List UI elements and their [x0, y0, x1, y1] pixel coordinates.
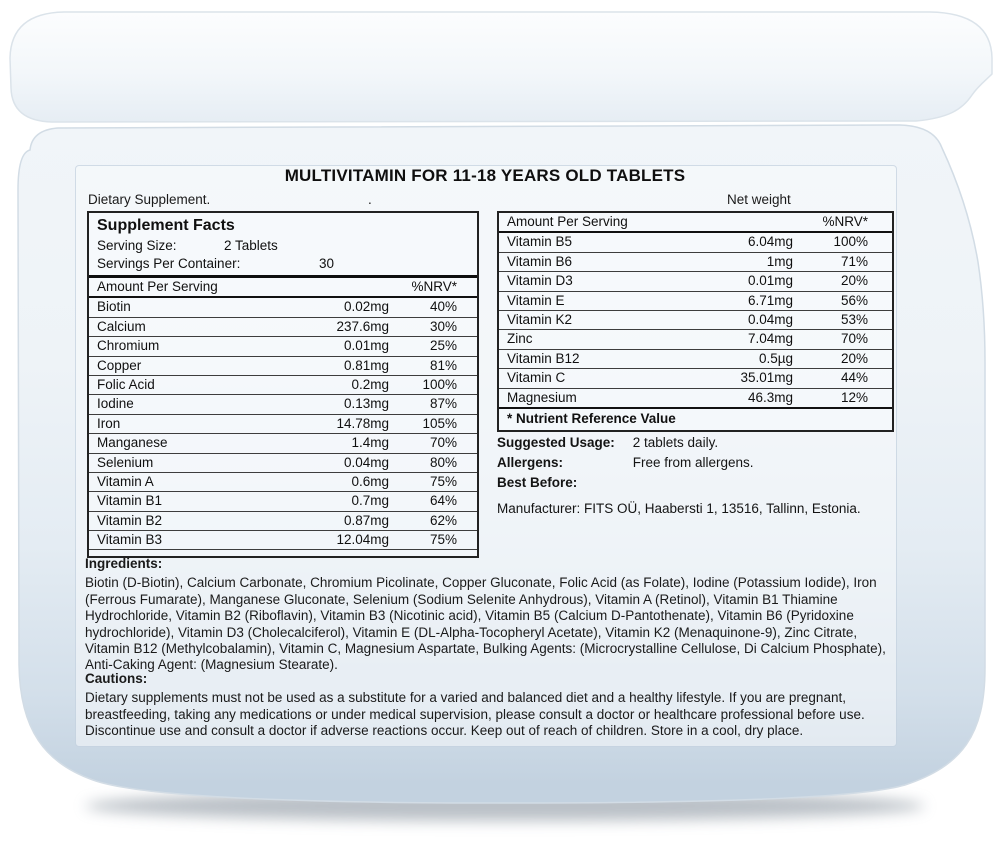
- nutrient-nrv: 87%: [429, 396, 457, 412]
- supplement-facts-table-right: [497, 211, 894, 432]
- column-header-row: [499, 213, 892, 233]
- supplement-facts-title: Supplement Facts: [97, 217, 235, 234]
- nutrient-nrv: 20%: [840, 273, 868, 289]
- nutrient-name: Vitamin K2: [507, 311, 573, 327]
- nutrient-row: [89, 394, 477, 413]
- nutrient-amount: 0.04mg: [747, 311, 793, 327]
- nutrient-row: [499, 368, 892, 387]
- serving-size-value: 2 Tablets: [224, 238, 278, 253]
- nutrient-row: [89, 317, 477, 336]
- nrv-header: %NRV*: [411, 279, 457, 294]
- nutrient-name: Copper: [97, 357, 142, 373]
- nutrient-rows-left: [89, 298, 477, 550]
- nutrient-name: Iodine: [97, 396, 134, 412]
- nutrient-row: [89, 453, 477, 472]
- cautions-text: Dietary supplements must not be used as a substitute for a varied and balanced diet and a healthy lifestyle. If you are pregnant, breastfeeding, taking any medications or under medical supervision, please consult a doctor or healthcare professional before use. Discontinue use and consult a doctor if adverse reactions occur. Keep out of reach of children. Store in a cool, dry place.: [85, 690, 865, 739]
- nutrient-row: [89, 375, 477, 394]
- ingredients-heading: Ingredients:: [85, 556, 163, 571]
- nutrient-row: [89, 298, 477, 316]
- nutrient-name: Vitamin E: [507, 292, 565, 308]
- container-lid: [10, 12, 992, 122]
- amount-per-serving-header: Amount Per Serving: [507, 214, 628, 229]
- nutrient-row: [89, 414, 477, 433]
- ingredients-section: [85, 556, 899, 674]
- nutrient-nrv: 12%: [840, 389, 868, 405]
- info-row: [497, 453, 897, 473]
- nutrient-name: Vitamin B3: [97, 532, 163, 548]
- nutrient-name: Vitamin B2: [97, 512, 163, 528]
- nutrient-amount: 12.04mg: [336, 532, 389, 548]
- nutrient-name: Selenium: [97, 454, 154, 470]
- nutrient-row: [499, 349, 892, 368]
- manufacturer-block: [497, 496, 897, 519]
- serving-size-row: [89, 237, 477, 255]
- nutrient-amount: 0.04mg: [343, 454, 389, 470]
- nutrient-nrv: 53%: [840, 311, 868, 327]
- nutrient-amount: 35.01mg: [740, 370, 793, 386]
- nutrient-name: Vitamin B5: [507, 234, 573, 250]
- supplement-facts-table-left: [87, 211, 479, 558]
- nutrient-name: Chromium: [97, 338, 160, 354]
- nutrient-row: [499, 310, 892, 329]
- nutrient-amount: 14.78mg: [336, 415, 389, 431]
- nutrient-nrv: 80%: [429, 454, 457, 470]
- amount-per-serving-header: Amount Per Serving: [97, 279, 218, 294]
- column-header-row: [89, 278, 477, 298]
- nutrient-nrv: 100%: [833, 234, 868, 250]
- nutrient-nrv: 75%: [429, 473, 457, 489]
- nutrient-amount: 6.04mg: [747, 234, 793, 250]
- usage-info-block: [497, 433, 897, 493]
- nutrient-amount: 0.01mg: [343, 338, 389, 354]
- nutrient-name: Vitamin D3: [507, 273, 573, 289]
- nutrient-amount: 1mg: [766, 253, 793, 269]
- nutrient-row: [89, 511, 477, 530]
- nutrient-row: [499, 291, 892, 310]
- nutrient-amount: 0.81mg: [343, 357, 389, 373]
- nutrient-nrv: 70%: [429, 435, 457, 451]
- nutrient-row: [499, 233, 892, 251]
- nutrient-name: Biotin: [97, 299, 131, 315]
- nutrient-row: [499, 252, 892, 271]
- nutrient-amount: 0.87mg: [343, 512, 389, 528]
- nutrient-amount: 46.3mg: [747, 389, 793, 405]
- nutrient-name: Iron: [97, 415, 121, 431]
- dietary-supplement-text: Dietary Supplement.: [88, 192, 211, 207]
- nutrient-name: Vitamin A: [97, 473, 154, 489]
- cautions-section: [85, 671, 903, 740]
- nutrient-amount: 1.4mg: [351, 435, 389, 451]
- manufacturer-text: Manufacturer: FITS OÜ, Haabersti 1, 13516, Tallinn, Estonia.: [497, 501, 861, 516]
- nutrient-nrv: 100%: [422, 376, 457, 392]
- nrv-header: %NRV*: [822, 214, 868, 229]
- nutrient-nrv: 30%: [429, 318, 457, 334]
- cautions-heading: Cautions:: [85, 671, 148, 686]
- nutrient-amount: 0.5µg: [758, 350, 793, 366]
- info-label: Best Before:: [497, 475, 578, 490]
- nutrient-amount: 0.7mg: [351, 493, 389, 509]
- nutrient-nrv: 20%: [840, 350, 868, 366]
- servings-per-container-value: 30: [319, 256, 335, 271]
- info-value: 2 tablets daily.: [632, 435, 719, 450]
- nutrient-rows-right: [499, 233, 892, 407]
- info-label: Allergens:: [497, 455, 564, 470]
- nutrient-nrv: 40%: [429, 299, 457, 315]
- nutrient-amount: 6.71mg: [747, 292, 793, 308]
- nutrient-name: Calcium: [97, 318, 146, 334]
- nutrient-amount: 0.01mg: [747, 273, 793, 289]
- nutrient-row: [89, 336, 477, 355]
- nutrient-name: Vitamin B12: [507, 350, 580, 366]
- product-title: MULTIVITAMIN FOR 11-18 YEARS OLD TABLETS: [284, 166, 686, 185]
- nutrient-row: [89, 356, 477, 375]
- info-row: [497, 433, 897, 453]
- nutrient-nrv: 64%: [429, 493, 457, 509]
- net-weight-text: Net weight: [727, 192, 791, 207]
- nrv-footnote: * Nutrient Reference Value: [499, 407, 892, 430]
- nutrient-amount: 0.6mg: [351, 473, 389, 489]
- nutrient-nrv: 44%: [840, 370, 868, 386]
- info-row: [497, 473, 897, 493]
- ingredients-text: Biotin (D-Biotin), Calcium Carbonate, Chromium Picolinate, Copper Gluconate, Folic Acid (as Folate), Iodine (Potassium Iodide), Iron (Ferrous Fumarate), Manganese Gluconate, Selenium (Sodium Selenite Anhydrous), Vitamin A (Retinol), Vitamin B1 Thiamine Hydrochloride, Vitamin B2 (Riboflavin), Vitamin B3 (Nicotinic acid), Vitamin B5 (Calcium D-Pantothenate), Vitamin B6 (Pyridoxine hydrochloride), Vitamin D3 (Cholecalciferol), Vitamin E (DL-Alpha-Tocopheryl Acetate), Vitamin K2 (Menaquinone-9), Zinc Citrate, Vitamin B12 (Methylcobalamin), Vitamin C, Magnesium Aspartate, Bulking Agents: (Microcrystalline Cellulose, Di Calcium Phosphate), Anti-Caking Agent: (Magnesium Stearate).: [85, 575, 886, 673]
- info-value: Free from allergens.: [632, 455, 754, 470]
- nutrient-name: Magnesium: [507, 389, 577, 405]
- nutrient-name: Vitamin C: [507, 370, 566, 386]
- nutrient-row: [499, 388, 892, 407]
- servings-per-container-row: [89, 255, 477, 273]
- nutrient-row: [499, 329, 892, 348]
- nutrient-name: Vitamin B6: [507, 253, 573, 269]
- nutrient-amount: 0.2mg: [351, 376, 389, 392]
- nutrient-name: Folic Acid: [97, 376, 155, 392]
- nutrient-name: Zinc: [507, 331, 533, 347]
- nutrient-nrv: 70%: [840, 331, 868, 347]
- nutrient-row: [499, 271, 892, 290]
- nutrient-amount: 0.02mg: [343, 299, 389, 315]
- nutrient-row: [89, 491, 477, 510]
- nutrient-amount: 7.04mg: [747, 331, 793, 347]
- info-label: Suggested Usage:: [497, 435, 615, 450]
- subline-dot: .: [368, 192, 372, 207]
- servings-per-container-label: Servings Per Container:: [97, 256, 241, 271]
- nutrient-name: Manganese: [97, 435, 168, 451]
- nutrient-row: [89, 433, 477, 452]
- nutrient-nrv: 81%: [429, 357, 457, 373]
- nutrient-nrv: 105%: [422, 415, 457, 431]
- nutrient-name: Vitamin B1: [97, 493, 163, 509]
- nutrient-amount: 0.13mg: [343, 396, 389, 412]
- nutrient-nrv: 71%: [840, 253, 868, 269]
- nutrient-row: [89, 472, 477, 491]
- nutrient-amount: 237.6mg: [336, 318, 389, 334]
- nutrient-nrv: 56%: [840, 292, 868, 308]
- serving-size-label: Serving Size:: [97, 238, 177, 253]
- nutrient-row: [89, 530, 477, 549]
- nutrient-nrv: 62%: [429, 512, 457, 528]
- nutrient-nrv: 25%: [429, 338, 457, 354]
- nutrient-nrv: 75%: [429, 532, 457, 548]
